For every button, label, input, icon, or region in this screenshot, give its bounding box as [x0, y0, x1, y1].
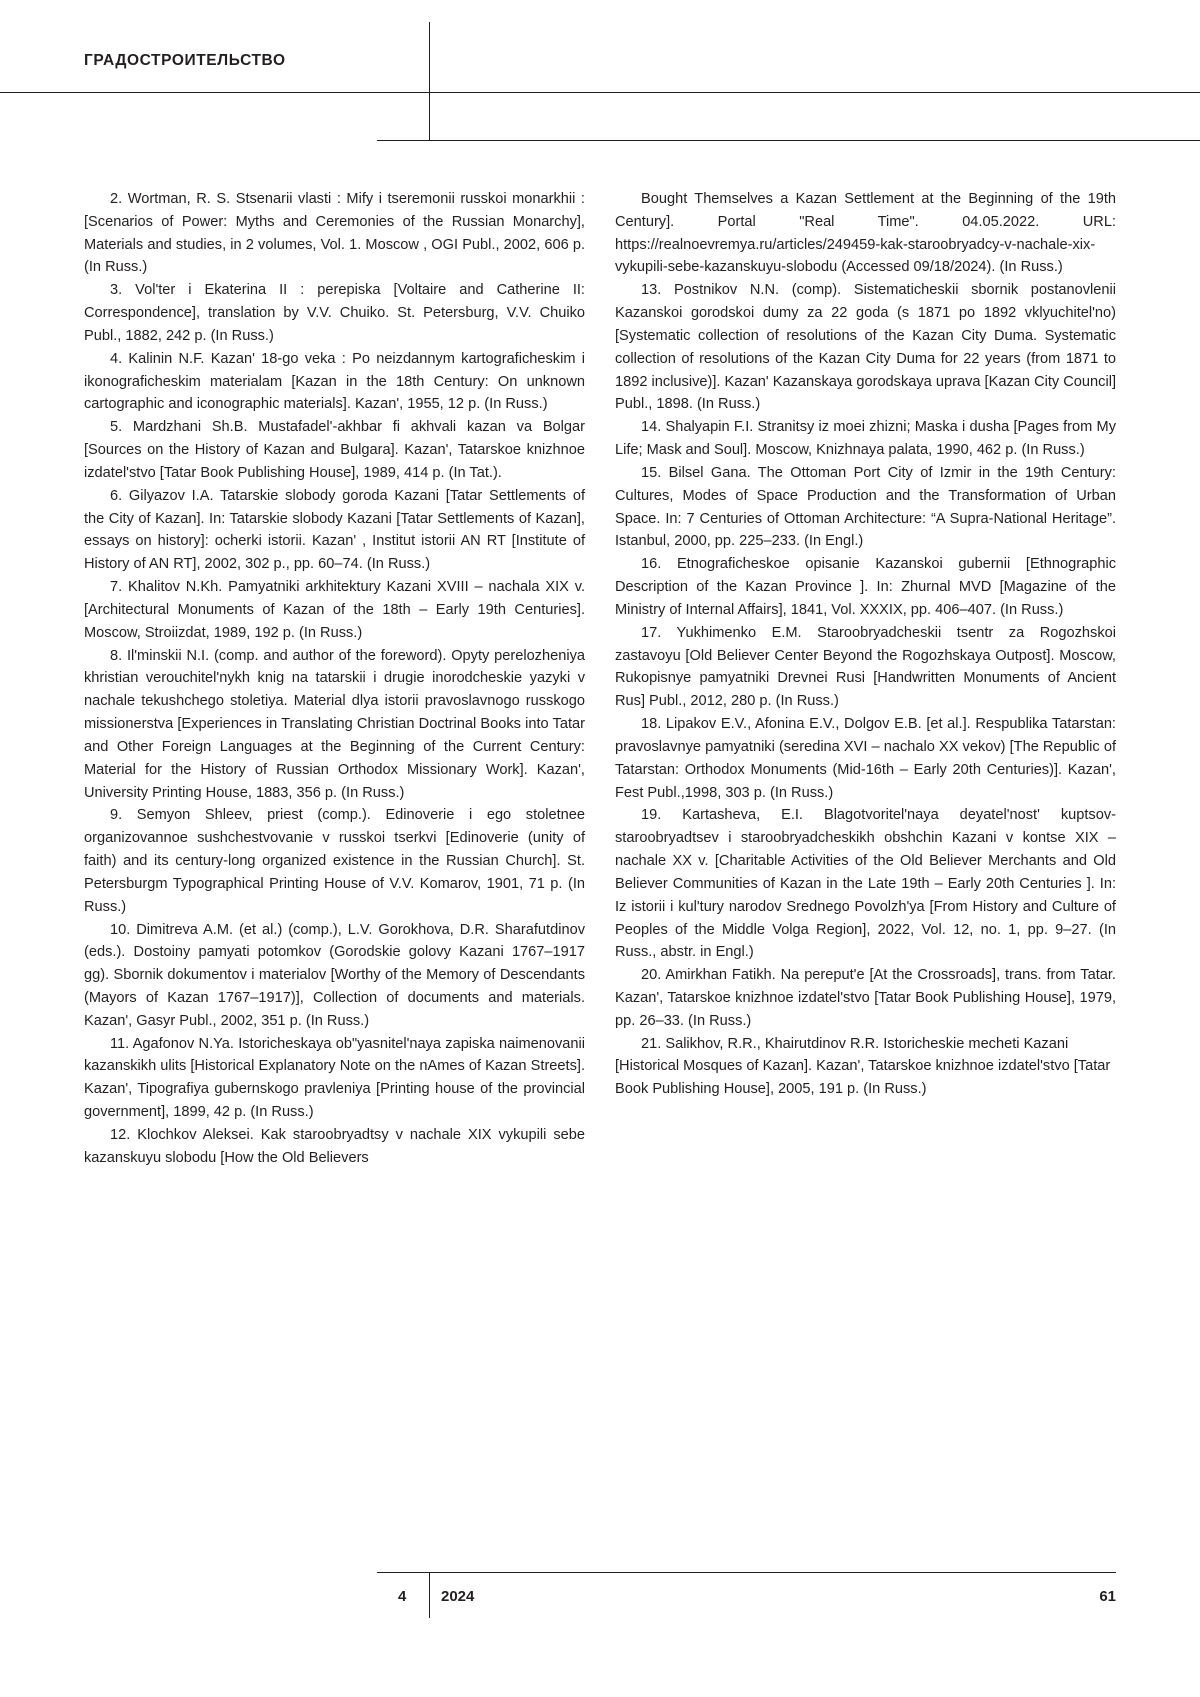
reference-item: 5. Mardzhani Sh.B. Mustafadel'-akhbar fi akhvali kazan va Bolgar [Sources on the History of Kazan and Bulgara]. Kazan', Tatarskoe knizhnoe izdatel'stvo [Tatar Book Publishing House], 1989, 414 p. (In Tat.).: [84, 419, 585, 481]
page-header: [0, 0, 1200, 150]
reference-item: 20. Amirkhan Fatikh. Na pereput'e [At the Crossroads], trans. from Tatar. Kazan', Tatarskoe knizhnoe izdatel'stvo [Tatar Book Publishing House], 1979, pp. 26–33. (In Russ.): [615, 967, 1116, 1029]
right-column: [615, 188, 1116, 1438]
reference-item: 10. Dimitreva A.M. (et al.) (comp.), L.V. Gorokhova, D.R. Sharafutdinov (eds.). Dostoiny pamyati potomkov (Gorodskie golovy Kazani 1767–1917 gg). Sbornik dokumentov i materialov [Worthy of the Memory of Descendants (Mayors of Kazan 1767–1917)], Collection of documents and materials. Kazan', Gasyr Publ., 2002, 351 p. (In Russ.): [84, 921, 585, 1029]
issue-year: 2024: [441, 1588, 475, 1605]
page-footer: [0, 1572, 1200, 1652]
header-divider-top: [0, 92, 1200, 93]
reference-item: 21. Salikhov, R.R., Khairutdinov R.R. Istoricheskie mecheti Kazani [Historical Mosques of Kazan]. Kazan', Tatarskoe knizhnoe izdatel'stvo [Tatar Book Publishing House], 2005, 191 p. (In Russ.): [615, 1035, 1111, 1098]
reference-item: 8. Il'minskii N.I. (comp. and author of the foreword). Opyty perelozheniya khristian verouchitel'nykh knig na tatarskii i drugie inorodcheskie yazyki v nachale tekushchego stoletiya. Material dlya istorii pravoslavnogo russkogo missionerstva [Experiences in Translating Christian Doctrinal Books into Tatar and Other Foreign Languages at the Beginning of the Current Century: Material for the History of Russian Orthodox Missionary Work]. Kazan', University Printing House, 1883, 356 p. (In Russ.): [84, 647, 585, 801]
reference-item: 19. Kartasheva, E.I. Blagotvoritel'naya deyatel'nost' kuptsov-staroobryadtsev i staroobryadcheskikh obshchin Kazani v kontse XIX – nachale XX v. [Charitable Activities of the Old Believer Merchants and Old Believer Communities of Kazan in the Late 19th – Early 20th Centuries ]. In: Iz istorii i kul'tury narodov Srednego Povolzh'ya [From History and Culture of Peoples of the Middle Volga Region], 2022, Vol. 12, no. 1, pp. 9–27. (In Russ., abstr. in Engl.): [615, 807, 1116, 961]
reference-item: 11. Agafonov N.Ya. Istoricheskaya ob"yasnitel'naya zapiska naimenovanii kazanskikh ulits [Historical Explanatory Note on the nAmes of Kazan Streets]. Kazan', Tipografiya gubernskogo pravleniya [Printing house of the provincial government], 1899, 42 p. (In Russ.): [84, 1035, 585, 1121]
reference-item: 9. Semyon Shleev, priest (comp.). Edinoverie i ego stoletnee organizovannoe sushchestvovanie v russkoi tserkvi [Edinoverie (unity of faith) and its century-long organized existence in the Russian Church]. St. Petersburgm Typographical Printing House of V.V. Komarov, 1901, 71 p. (In Russ.): [84, 807, 585, 915]
section-title: ГРАДОСТРОИТЕЛЬСТВО: [84, 52, 286, 69]
issue-number: 4: [398, 1588, 407, 1605]
footer-divider: [377, 1572, 1116, 1573]
reference-item: 3. Vol'ter i Ekaterina II : perepiska [Voltaire and Catherine II: Correspondence], translation by V.V. Chuiko. St. Petersburg, V.V. Chuiko Publ., 1882, 242 p. (In Russ.): [84, 282, 585, 344]
left-column: [84, 188, 585, 1438]
reference-item: 16. Etnograficheskoe opisanie Kazanskoi gubernii [Ethnographic Description of the Kazan Province ]. In: Zhurnal MVD [Magazine of the Ministry of Internal Affairs], 1841, Vol. XXXIX, pp. 406–407. (In Russ.): [615, 556, 1116, 618]
reference-item: 12. Klochkov Aleksei. Kak staroobryadtsy v nachale XIX vykupili sebe kazanskuyu slobodu [How the Old Believers: [84, 1126, 585, 1166]
reference-item: 15. Bilsel Gana. The Ottoman Port City of Izmir in the 19th Century: Cultures, Modes of Space Production and the Transformation of Urban Space. In: 7 Centuries of Ottoman Architecture: “A Supra-National Heritage”. Istanbul, 2000, pp. 225–233. (In Engl.): [615, 464, 1116, 550]
reference-item: 6. Gilyazov I.A. Tatarskie slobody goroda Kazani [Tatar Settlements of the City of Kazan]. In: Tatarskie slobody Kazani [Tatar Settlements of Kazan], essays on history]: ocherki istorii. Kazan' , Institut istorii AN RT [Institute of History of AN RT], 2002, 302 p., pp. 60–74. (In Russ.): [84, 487, 585, 573]
footer-divider-vertical: [429, 1572, 430, 1618]
reference-list-container: [84, 188, 1116, 1438]
reference-item: 14. Shalyapin F.I. Stranitsy iz moei zhizni; Maska i dusha [Pages from My Life; Mask and Soul]. Moscow, Knizhnaya palata, 1990, 462 p. (In Russ.): [615, 419, 1116, 459]
reference-item: 2. Wortman, R. S. Stsenarii vlasti : Mify i tseremonii russkoi monarkhii : [Scenarios of Power: Myths and Ceremonies of the Russian Monarchy], Materials and studies, in 2 volumes, Vol. 1. Moscow , OGI Publ., 2002, 606 p. (In Russ.): [84, 191, 585, 276]
reference-item: 7. Khalitov N.Kh. Pamyatniki arkhitektury Kazani XVIII – nachala XIX v. [Architectural Monuments of Kazan of the 18th – Early 19th Centuries]. Moscow, Stroiizdat, 1989, 192 p. (In Russ.): [84, 579, 585, 641]
header-divider-bottom: [377, 140, 1200, 141]
reference-item: 17. Yukhimenko E.M. Staroobryadcheskii tsentr za Rogozhskoi zastavoyu [Old Believer Center Beyond the Rogozhskaya Outpost]. Moscow, Rukopisnye pamyatniki Drevnei Rusi [Handwritten Monuments of Ancient Rus] Publ., 2012, 280 p. (In Russ.): [615, 624, 1116, 710]
header-divider-vertical: [429, 22, 430, 140]
reference-item: 4. Kalinin N.F. Kazan' 18-go veka : Po neizdannym kartograficheskim i ikonograficheskim materialam [Kazan in the 18th Century: On unknown cartographic and iconographic materials]. Kazan', 1955, 12 p. (In Russ.): [84, 350, 585, 413]
reference-item: 18. Lipakov E.V., Afonina E.V., Dolgov E.B. [et al.]. Respublika Tatarstan: pravoslavnye pamyatniki (seredina XVI – nachalo XX vekov) [The Republic of Tatarstan: Orthodox Monuments (Mid-16th – Early 20th Centuries)]. Kazan', Fest Publ.,1998, 303 p. (In Russ.): [615, 716, 1116, 801]
page-number: 61: [1099, 1588, 1116, 1605]
reference-item: 13. Postnikov N.N. (comp). Sistematicheskii sbornik postanovlenii Kazanskoi gorodskoi dumy za 22 goda (s 1871 po 1892 vklyuchitel'no) [Systematic collection of resolutions of the Kazan City Duma. Systematic collection of resolutions of the Kazan City Duma for 22 years (from 1871 to 1892 inclusive)]. Kazan' Kazanskaya gorodskaya uprava [Kazan City Council] Publ., 1898. (In Russ.): [615, 282, 1116, 413]
reference-item: Bought Themselves a Kazan Settlement at the Beginning of the 19th Century]. Portal "Real Time". 04.05.2022. URL: https://realnoevremya.ru/articles/249459-kak-staroobryadcy-v-nachale-xix-vykupili-sebe-kazanskuyu-slobodu (Accessed 09/18/2024). (In Russ.): [615, 191, 1116, 276]
